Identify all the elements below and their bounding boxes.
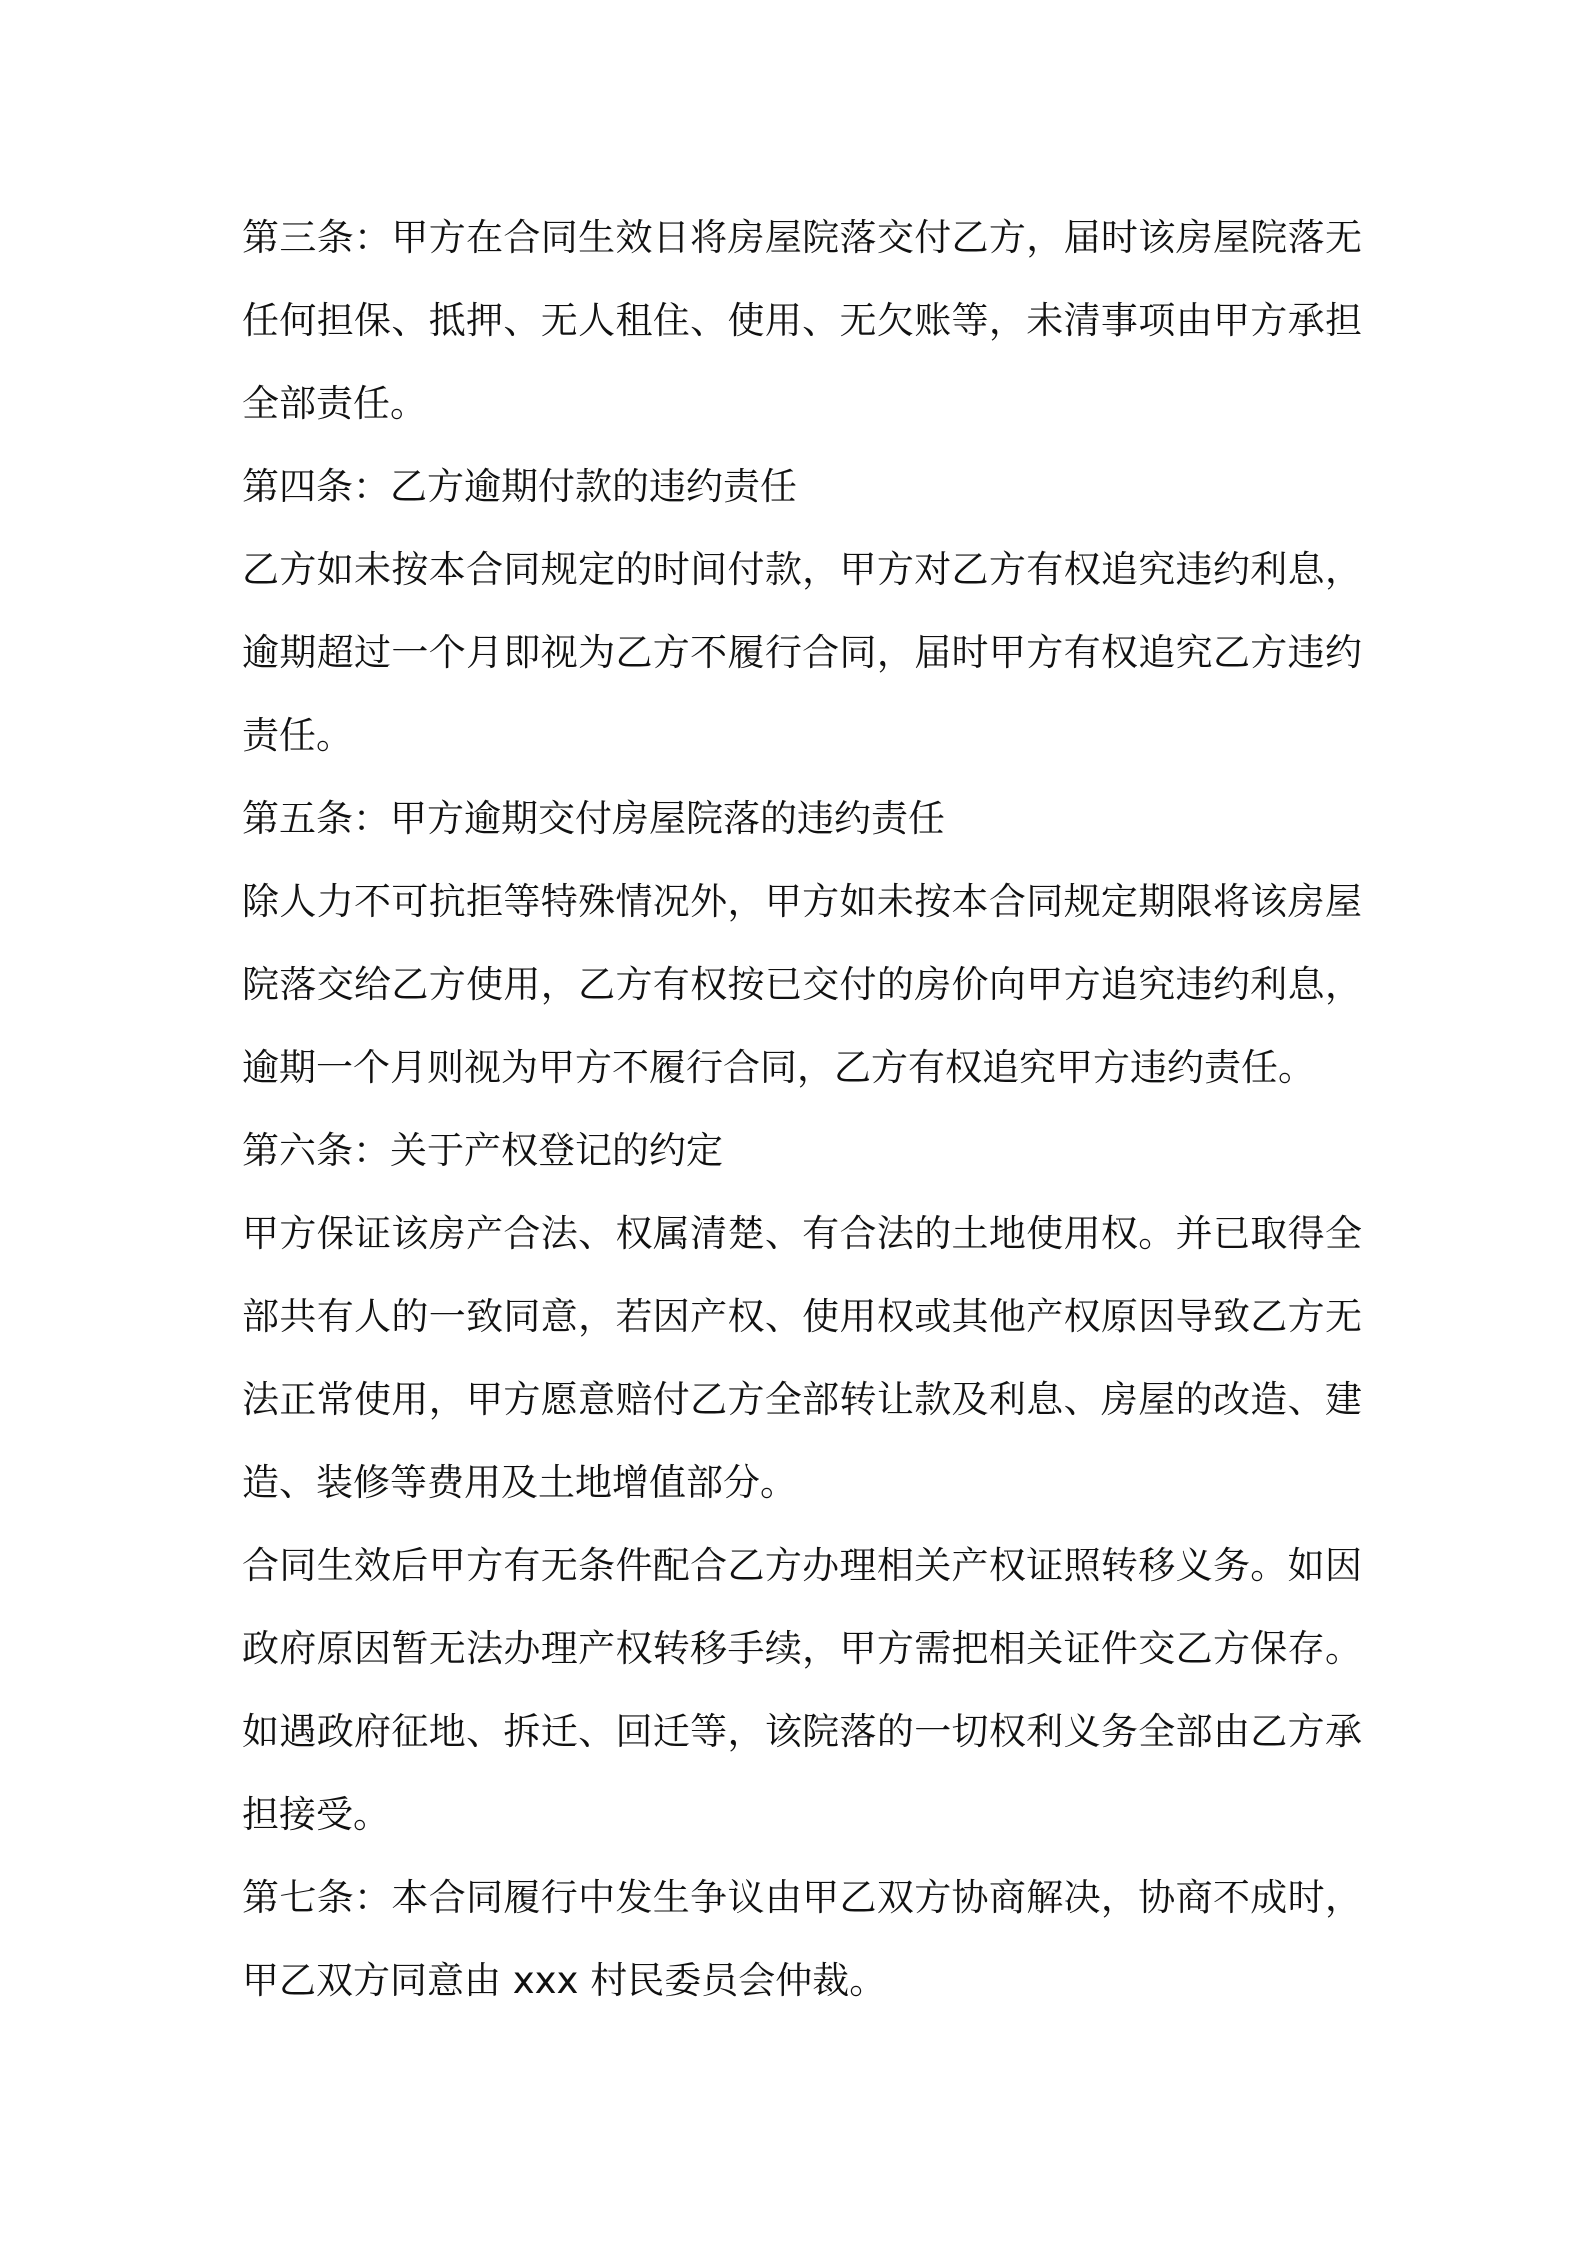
text-line: 造、装修等费用及土地增值部分。 <box>242 1461 797 1504</box>
article-6-paragraph-2 <box>242 1524 1362 1856</box>
text-line: 责任。 <box>242 714 353 757</box>
article-7-paragraph <box>242 1856 1362 2022</box>
text-line: 如遇政府征地、拆迁、回迁等，该院落的一切权利义务全部由乙方承 <box>242 1710 1362 1753</box>
text-line: 担接受。 <box>242 1793 390 1836</box>
text-line: 合同生效后甲方有无条件配合乙方办理相关产权证照转移义务。如因 <box>242 1544 1362 1587</box>
article-6-heading <box>242 1109 1362 1192</box>
text-line: 乙方如未按本合同规定的时间付款，甲方对乙方有权追究违约利息， <box>242 548 1362 591</box>
section-heading: 第五条：甲方逾期交付房屋院落的违约责任 <box>242 797 945 840</box>
document-body <box>242 196 1362 2022</box>
article-5-paragraph <box>242 860 1362 1109</box>
article-5-heading <box>242 777 1362 860</box>
text-line: 逾期超过一个月即视为乙方不履行合同，届时甲方有权追究乙方违约 <box>242 631 1362 674</box>
text-line: 甲方保证该房产合法、权属清楚、有合法的土地使用权。并已取得全 <box>242 1212 1362 1255</box>
text-line: 院落交给乙方使用，乙方有权按已交付的房价向甲方追究违约利息， <box>242 963 1362 1006</box>
text-line: 政府原因暂无法办理产权转移手续，甲方需把相关证件交乙方保存。 <box>242 1627 1362 1670</box>
text-line: 第三条：甲方在合同生效日将房屋院落交付乙方，届时该房屋院落无 <box>242 216 1362 259</box>
text-line: 任何担保、抵押、无人租住、使用、无欠账等，未清事项由甲方承担 <box>242 299 1362 342</box>
text-line: 全部责任。 <box>242 382 427 425</box>
article-3-paragraph <box>242 196 1362 445</box>
text-line: 部共有人的一致同意，若因产权、使用权或其他产权原因导致乙方无 <box>242 1295 1362 1338</box>
text-line: 第七条：本合同履行中发生争议由甲乙双方协商解决，协商不成时， <box>242 1876 1362 1919</box>
text-line: 甲乙双方同意由 xxx 村民委员会仲裁。 <box>242 1959 887 2002</box>
text-line: 法正常使用，甲方愿意赔付乙方全部转让款及利息、房屋的改造、建 <box>242 1378 1362 1421</box>
article-4-heading <box>242 445 1362 528</box>
section-heading: 第四条：乙方逾期付款的违约责任 <box>242 465 797 508</box>
article-6-paragraph-1 <box>242 1192 1362 1524</box>
article-4-paragraph <box>242 528 1362 777</box>
text-line: 除人力不可抗拒等特殊情况外，甲方如未按本合同规定期限将该房屋 <box>242 880 1362 923</box>
text-line: 逾期一个月则视为甲方不履行合同，乙方有权追究甲方违约责任。 <box>242 1046 1315 1089</box>
section-heading: 第六条：关于产权登记的约定 <box>242 1129 723 1172</box>
